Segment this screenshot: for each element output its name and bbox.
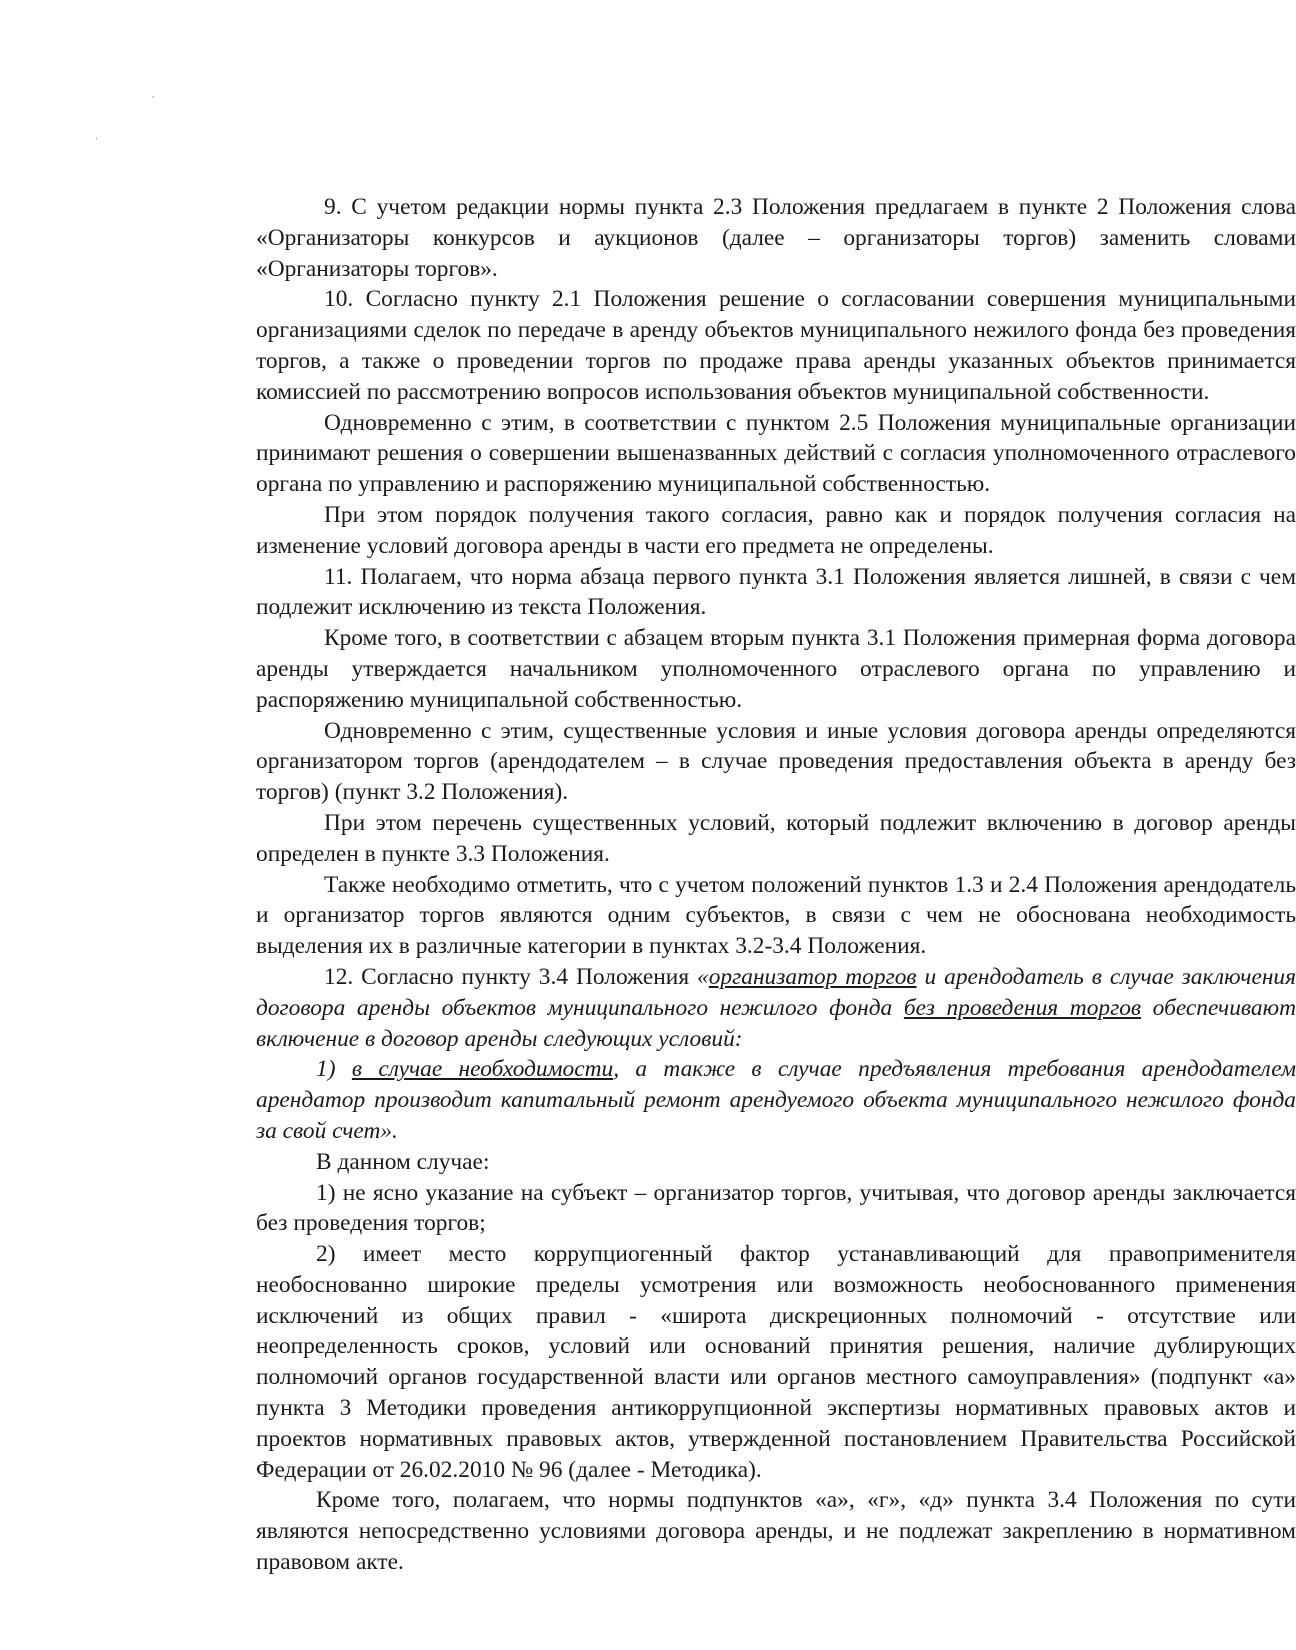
paragraph-11-conditions: Одновременно с этим, существенные условия и иные условия договора аренды определяются организатором торгов (арендодателем – в случае проведения предоставления объекта в аренду без торгов) (пункт 3.2 Положения). [256,717,1296,806]
p12-underlined-organizer: организатор торгов [708,963,917,990]
paragraph-10-procedure: При этом порядок получения такого согласия, равно как и порядок получения согласия на изменение условий договора аренды в части его предмета не определены. [256,501,1296,559]
p12-quote-mid2: обеспечивают включение в договор аренды следующих условий: [256,994,1296,1052]
p12-item-rest: , а также в случае предъявления требования арендодателем арендатор производит капитальный ремонт арендуемого объекта муниципального нежилого фонда за свой счет». [256,1056,1296,1144]
p12-intro: 12. Согласно пункту 3.4 Положения [324,963,698,990]
paragraph-corruption-factor: 2) имеет место коррупциогенный фактор устанавливающий для правоприменителя необоснованно широкие пределы усмотрения или возможность необоснованного применения исключений из общих правил - «широта дискреционных полномочий - отсутствие или неопределенность сроков, условий или оснований принятия решения, наличие дублирующих полномочий органов государственной власти или органов местного самоуправления» (подпункт «а» пункта 3 Методики проведения антикоррупционной экспертизы нормативных правовых актов и проектов нормативных правовых актов, утвержденной постановлением Правительства Российской Федерации от 26.02.2010 № 96 (далее - Методика). [256,1241,1296,1483]
paragraph-subpoints: Кроме того, полагаем, что нормы подпунктов «а», «г», «д» пункта 3.4 Положения по сути являются непосредственно условиями договора аренды, и не подлежат закреплению в нормативном правовом акте. [256,1487,1296,1576]
paragraph-subject-unclear: 1) не ясно указание на субъект – организатор торгов, учитывая, что договор аренды заключается без проведения торгов; [256,1179,1296,1237]
paragraph-11-subjects: Также необходимо отметить, что с учетом положений пунктов 1.3 и 2.4 Положения арендодатель и организатор торгов являются одним субъектов, в связи с чем не обоснована необходимость выделения их в различные категории в пунктах 3.2-3.4 Положения. [256,871,1296,960]
quote-mark: « [697,963,709,990]
paragraph-11: 11. Полагаем, что норма абзаца первого пункта 3.1 Положения является лишней, в связи с чем подлежит исключению из текста Положения. [256,563,1296,621]
p12-quote-mid1: и арендодатель в случае заключения договора аренды объектов муниципального нежилого фонда [256,963,1296,1021]
paragraph-10: 10. Согласно пункту 2.1 Положения решение о согласовании совершения муниципальными организациями сделок по передаче в аренду объектов муниципального нежилого фонда без проведения торгов, а также о проведении торгов по продаже права аренды указанных объектов принимается комиссией по рассмотрению вопросов использования объектов муниципальной собственности. [256,286,1296,405]
paragraph-9: 9. С учетом редакции нормы пункта 2.3 Положения предлагаем в пункте 2 Положения слова «Организаторы конкурсов и аукционов (далее – организаторы торгов) заменить словами «Организаторы торгов». [256,194,1296,282]
paragraph-11-form: Кроме того, в соответствии с абзацем вторым пункта 3.1 Положения примерная форма договора аренды утверждается начальником уполномоченного отраслевого органа по управлению и распоряжению муниципальной собственностью. [256,625,1296,713]
paragraph-12 [256,962,1296,1054]
paragraph-12-item-1 [256,1054,1296,1146]
paragraph-in-this-case: В данном случае: [316,1148,490,1175]
document-body [256,192,1296,1578]
paragraph-11-list: При этом перечень существенных условий, который подлежит включению в договор аренды определен в пункте 3.3 Положения. [256,809,1296,867]
p12-item-number: 1) [316,1056,352,1083]
paragraph-10-consent: Одновременно с этим, в соответствии с пунктом 2.5 Положения муниципальные организации принимают решения о совершении вышеназванных действий с согласия уполномоченного отраслевого органа по управлению и распоряжению муниципальной собственностью. [256,409,1296,498]
p12-underlined-without-tender: без проведения торгов [903,994,1142,1021]
p12-item-underlined: в случае необходимости [351,1056,614,1083]
